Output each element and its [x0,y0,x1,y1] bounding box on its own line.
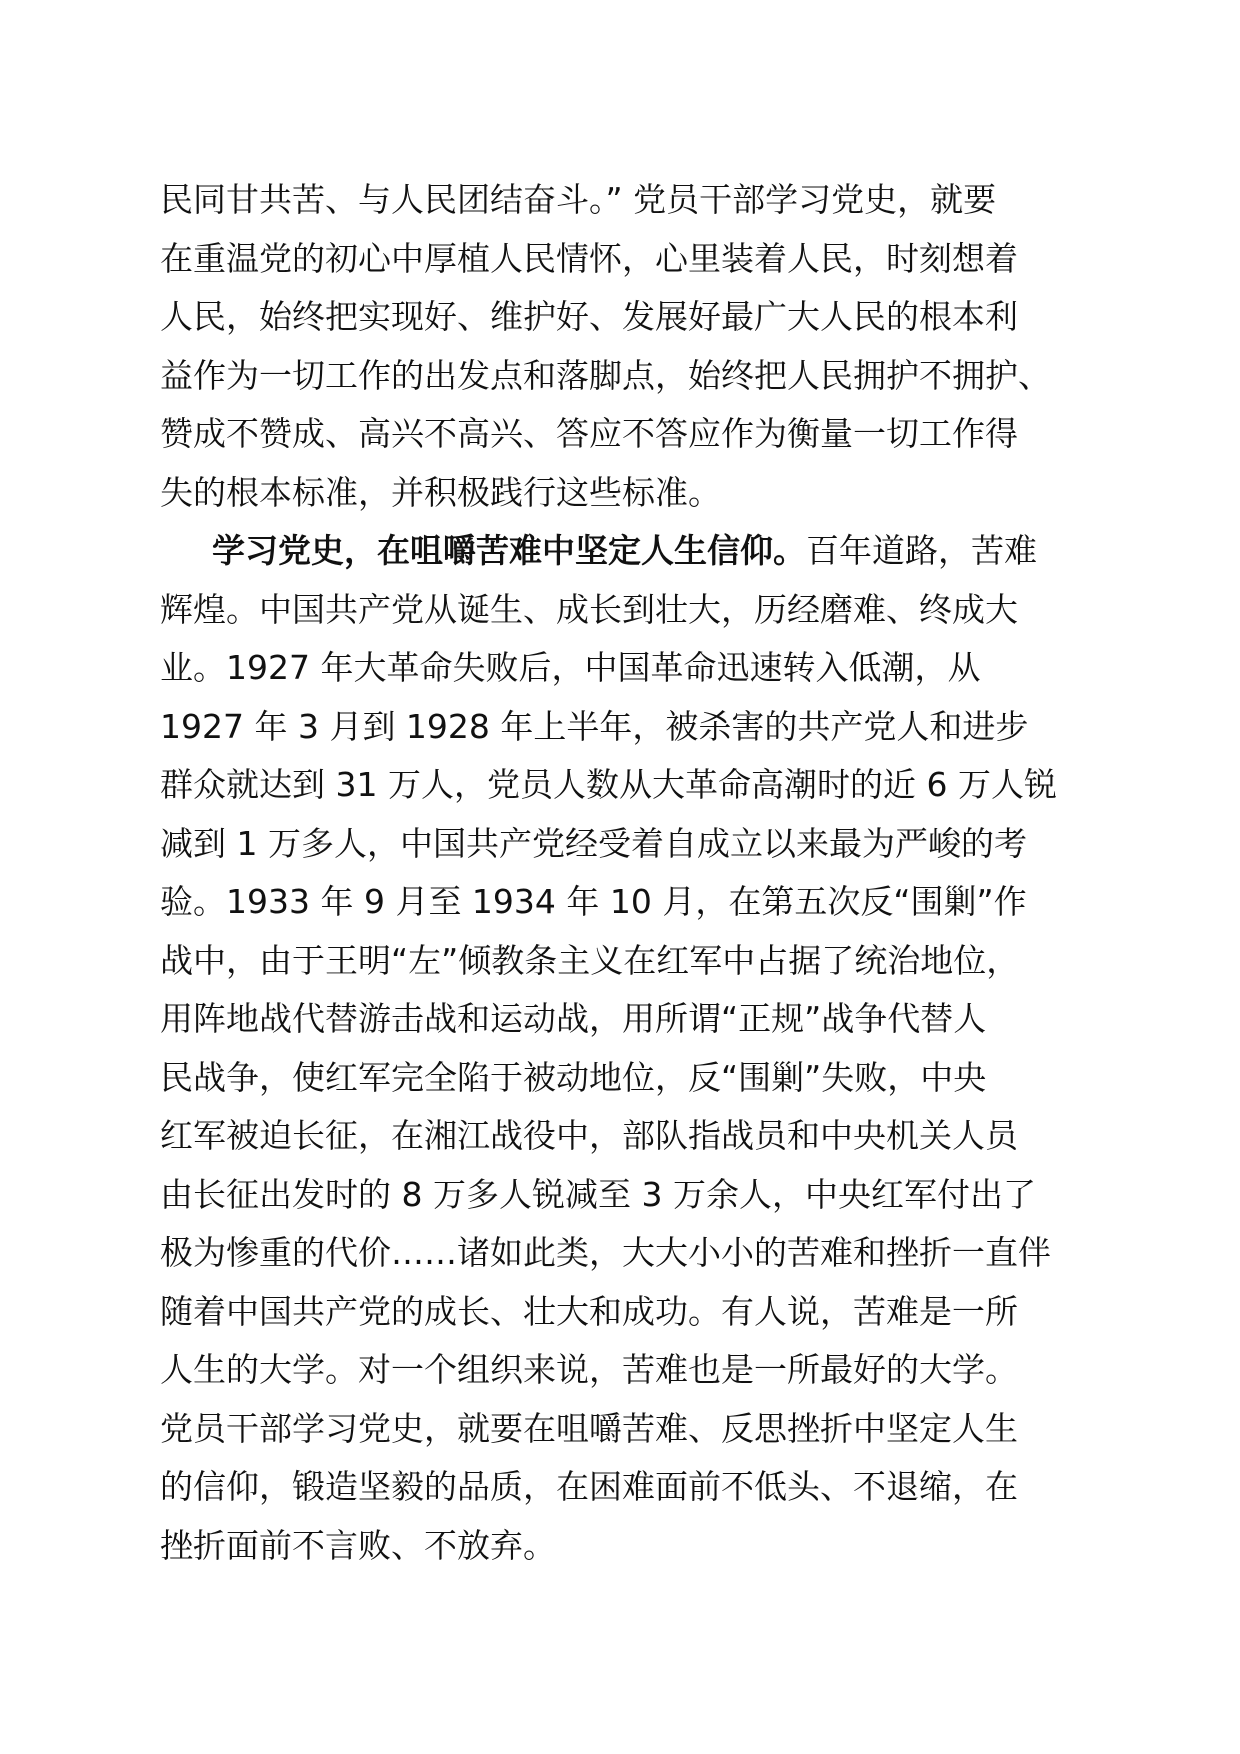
text-line: 业。1927 年大革命失败后，中国革命迅速转入低潮，从 [160,648,981,687]
text-line: 人民，始终把实现好、维护好、发展好最广大人民的根本利 [160,297,1018,336]
text-line: 赞成不赞成、高兴不高兴、答应不答应作为衡量一切工作得 [160,414,1018,453]
text-line: 由长征出发时的 8 万多人锐减至 3 万余人，中央红军付出了 [160,1174,1036,1214]
text-line: 民战争，使红军完全陷于被动地位，反“围剿”失败，中央 [160,1057,987,1097]
paragraph-first-line [160,522,1120,581]
text-line: 红军被迫长征，在湘江战役中，部队指战员和中央机关人员 [160,1116,1018,1155]
document-body [160,171,1120,1575]
text-line: 群众就达到 31 万人，党员人数从大革命高潮时的近 6 万人锐 [160,765,1057,804]
text-line: 党员干部学习党史，就要在咀嚼苦难、反思挫折中坚定人生 [160,1408,1018,1448]
text-line: 极为惨重的代价……诸如此类，大大小小的苦难和挫折一直伴 [160,1233,1051,1272]
text-line: 失的根本标准，并积极践行这些标准。 [160,472,721,512]
text-line: 随着中国共产党的成长、壮大和成功。有人说，苦难是一所 [160,1291,1018,1331]
text-line: 挫折面前不言败、不放弃。 [160,1525,556,1565]
paragraph-hardship [160,522,1120,1575]
text-line: 在重温党的初心中厚植人民情怀，心里装着人民，时刻想着 [160,238,1018,278]
text-line: 的信仰，锻造坚毅的品质，在困难面前不低头、不退缩，在 [160,1467,1018,1506]
text-run: 百年道路，苦难 [806,531,1037,570]
text-line: 1927 年 3 月到 1928 年上半年，被杀害的共产党人和进步 [160,706,1029,746]
text-line: 人生的大学。对一个组织来说，苦难也是一所最好的大学。 [160,1350,1018,1389]
text-line: 用阵地战代替游击战和运动战，用所谓“正规”战争代替人 [160,999,987,1038]
text-line: 益作为一切工作的出发点和落脚点，始终把人民拥护不拥护、 [160,355,1051,395]
text-line: 民同甘共苦、与人民团结奋斗。” 党员干部学习党史，就要 [160,180,997,219]
text-line: 辉煌。中国共产党从诞生、成长到壮大，历经磨难、终成大 [160,589,1018,629]
section-heading: 学习党史，在咀嚼苦难中坚定人生信仰。 [212,531,806,570]
paragraph-people [160,171,1120,522]
text-line: 减到 1 万多人，中国共产党经受着自成立以来最为严峻的考 [160,823,1027,863]
text-line: 战中，由于王明“左”倾教条主义在红军中占据了统治地位， [160,940,1020,980]
text-line: 验。1933 年 9 月至 1934 年 10 月，在第五次反“围剿”作 [160,882,1027,921]
